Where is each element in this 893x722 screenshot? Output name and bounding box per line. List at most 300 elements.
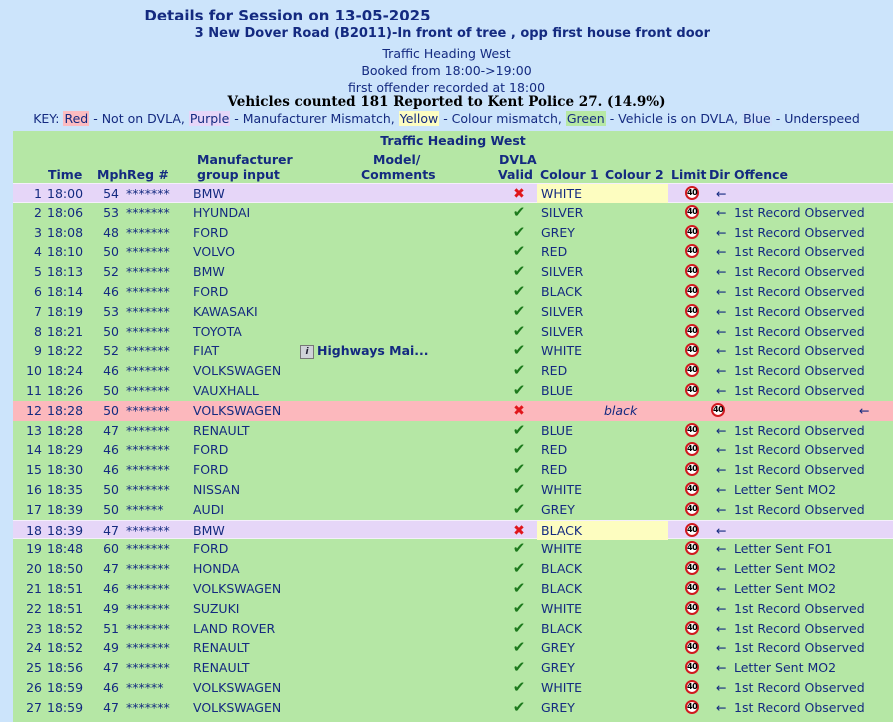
info-icon[interactable]: i <box>300 345 314 359</box>
row-colour1: WHITE <box>541 343 582 359</box>
speed-limit-40-icon <box>711 403 725 417</box>
row-reg[interactable]: ******* <box>126 600 170 616</box>
speed-limit-value: 40 <box>687 188 698 197</box>
check-icon: ✔ <box>512 341 526 360</box>
row-reg[interactable]: ******* <box>126 283 170 299</box>
row-number: 9 <box>34 343 42 359</box>
speed-limit-40-icon <box>685 186 699 200</box>
row-reg[interactable]: ******* <box>126 186 170 201</box>
arrow-left-icon: ← <box>716 323 727 339</box>
row-colour1: WHITE <box>537 184 668 203</box>
col-offence: Offence <box>734 167 789 182</box>
check-icon: ✔ <box>512 460 526 479</box>
row-colour1: BLACK <box>541 283 583 299</box>
row-mph: 46 <box>103 363 119 379</box>
arrow-left-icon: ← <box>716 522 727 538</box>
row-colour1: BLACK <box>541 620 583 636</box>
row-number: 21 <box>26 580 42 596</box>
row-number: 11 <box>26 382 42 398</box>
row-time: 18:56 <box>47 660 84 676</box>
row-offence: 1st Record Observed <box>734 442 865 458</box>
speed-limit-value: 40 <box>687 543 698 553</box>
col-dvla-2: Valid <box>498 167 533 182</box>
row-offence: Letter Sent MO2 <box>734 580 837 596</box>
col-mph: Mph <box>97 167 128 182</box>
speed-limit-40-icon <box>685 502 699 516</box>
row-offence: Letter Sent MO2 <box>734 660 837 676</box>
speed-limit-40-icon <box>685 601 699 615</box>
check-icon: ✔ <box>512 697 526 716</box>
row-mph: 50 <box>103 244 119 260</box>
row-number: 10 <box>26 363 42 379</box>
row-reg[interactable]: ******* <box>126 640 170 656</box>
speed-limit-40-icon <box>685 462 699 476</box>
row-manufacturer: VOLKSWAGEN <box>193 580 282 596</box>
arrow-left-icon: ← <box>716 481 727 497</box>
speed-limit-40-icon <box>685 660 699 674</box>
check-icon: ✔ <box>512 380 526 399</box>
row-reg[interactable]: ******* <box>126 522 170 538</box>
row-time: 18:10 <box>47 244 84 260</box>
table-row[interactable] <box>13 480 893 500</box>
speed-limit-value: 40 <box>713 404 724 414</box>
row-manufacturer: VAUXHALL <box>193 382 259 398</box>
location-title <box>0 26 893 44</box>
arrow-left-icon: ← <box>716 204 727 220</box>
col-dvla-1: DVLA <box>499 152 537 167</box>
row-mph: 46 <box>103 283 119 299</box>
table-row[interactable] <box>13 579 893 599</box>
arrow-left-icon: ← <box>716 501 727 517</box>
row-manufacturer: FIAT <box>193 343 220 359</box>
speed-limit-value: 40 <box>687 662 698 672</box>
row-reg[interactable]: ******* <box>126 699 170 715</box>
table-row[interactable] <box>13 421 893 441</box>
row-manufacturer: KAWASAKI <box>193 303 258 319</box>
table-row[interactable] <box>13 520 893 540</box>
speed-limit-40-icon <box>685 205 699 219</box>
row-mph: 54 <box>103 186 119 201</box>
row-offence: 1st Record Observed <box>734 382 865 398</box>
arrow-left-icon: ← <box>716 303 727 319</box>
row-time: 18:06 <box>47 204 84 220</box>
speed-limit-value: 40 <box>687 444 698 454</box>
row-offence: Letter Sent MO2 <box>734 481 837 497</box>
speed-limit-40-icon <box>685 363 699 377</box>
row-colour1: RED <box>541 363 568 379</box>
speed-limit-40-icon <box>685 680 699 694</box>
speed-limit-40-icon <box>685 304 699 318</box>
speed-limit-value: 40 <box>687 602 698 612</box>
arrow-left-icon: ← <box>859 402 870 418</box>
row-mph: 53 <box>103 303 119 319</box>
row-offence: 1st Record Observed <box>734 343 865 359</box>
row-reg[interactable]: ******* <box>126 303 170 319</box>
speed-limit-value: 40 <box>687 503 698 513</box>
row-manufacturer: BMW <box>193 186 225 201</box>
row-manufacturer: FORD <box>193 224 229 240</box>
table-row[interactable] <box>13 658 893 678</box>
row-mph: 46 <box>103 442 119 458</box>
row-colour1: GREY <box>541 699 575 715</box>
table-row[interactable] <box>13 440 893 460</box>
col-mfr-1: Manufacturer <box>197 152 293 167</box>
row-number: 18 <box>26 522 42 538</box>
row-offence: 1st Record Observed <box>734 620 865 636</box>
row-manufacturer: RENAULT <box>193 660 250 676</box>
row-colour1: BLUE <box>541 422 573 438</box>
row-colour1: GREY <box>541 660 575 676</box>
table-row[interactable] <box>13 401 893 421</box>
row-mph: 47 <box>103 522 119 538</box>
row-offence: 1st Record Observed <box>734 600 865 616</box>
speed-limit-40-icon <box>685 700 699 714</box>
row-offence: 1st Record Observed <box>734 699 865 715</box>
first-offender: first offender recorded at 18:00 <box>347 80 546 95</box>
table-row[interactable] <box>13 203 893 223</box>
row-time: 18:39 <box>47 501 84 517</box>
row-colour1: BLACK <box>541 561 583 577</box>
row-number: 2 <box>34 204 42 220</box>
arrow-left-icon: ← <box>716 600 727 616</box>
row-number: 15 <box>26 462 42 478</box>
row-number: 20 <box>26 561 42 577</box>
row-time: 18:28 <box>47 402 84 418</box>
table-row[interactable] <box>13 638 893 658</box>
col-limit: Limit <box>671 167 707 182</box>
row-time: 18:52 <box>47 620 84 636</box>
table-row[interactable] <box>13 242 893 262</box>
speed-limit-value: 40 <box>687 681 698 691</box>
row-colour1: SILVER <box>541 303 584 319</box>
row-number: 26 <box>26 679 42 695</box>
row-reg[interactable]: ******* <box>126 382 170 398</box>
table-row[interactable] <box>13 361 893 381</box>
row-colour1: GREY <box>541 640 575 656</box>
row-colour1: SILVER <box>541 264 584 280</box>
speed-limit-value: 40 <box>687 701 698 711</box>
check-icon: ✔ <box>512 677 526 696</box>
row-manufacturer: TOYOTA <box>193 323 242 339</box>
row-colour1: BLACK <box>541 580 583 596</box>
arrow-left-icon: ← <box>716 640 727 656</box>
key-red-desc: - Not on DVLA, <box>89 111 189 126</box>
row-mph: 50 <box>103 501 119 517</box>
arrow-left-icon: ← <box>716 442 727 458</box>
row-time: 18:50 <box>47 561 84 577</box>
row-manufacturer: VOLKSWAGEN <box>193 363 282 379</box>
cross-icon: ✖ <box>513 402 525 419</box>
row-manufacturer: RENAULT <box>193 640 250 656</box>
row-reg[interactable]: ******* <box>126 204 170 220</box>
row-mph: 47 <box>103 660 119 676</box>
row-number: 13 <box>26 422 42 438</box>
row-reg[interactable]: ******* <box>126 343 170 359</box>
table-row[interactable] <box>13 183 893 203</box>
table-row[interactable] <box>13 322 893 342</box>
row-number: 5 <box>34 264 42 280</box>
speed-limit-40-icon <box>685 225 699 239</box>
row-mph: 49 <box>103 640 119 656</box>
row-colour2: black <box>604 402 638 418</box>
row-manufacturer: LAND ROVER <box>193 620 276 636</box>
traffic-direction: Traffic Heading West <box>382 46 511 61</box>
row-offence: 1st Record Observed <box>734 264 865 280</box>
arrow-left-icon: ← <box>716 224 727 240</box>
col-colour1: Colour 1 <box>540 167 599 182</box>
key-yellow: Yellow <box>399 111 439 126</box>
speed-limit-value: 40 <box>687 325 698 335</box>
speed-limit-value: 40 <box>687 285 698 295</box>
row-reg[interactable]: ******* <box>126 541 170 557</box>
row-reg[interactable]: ******* <box>126 580 170 596</box>
row-mph: 46 <box>103 679 119 695</box>
speed-limit-40-icon <box>685 541 699 555</box>
row-colour1: RED <box>541 462 568 478</box>
page-title: Details for Session on 13-05-2025 <box>144 7 431 20</box>
row-number: 4 <box>34 244 42 260</box>
row-number: 27 <box>26 699 42 715</box>
speed-limit-40-icon <box>685 264 699 278</box>
row-time: 18:51 <box>47 600 84 616</box>
row-reg[interactable]: ****** <box>126 501 164 517</box>
arrow-left-icon: ← <box>716 343 727 359</box>
row-manufacturer: BMW <box>193 522 225 538</box>
row-time: 18:22 <box>47 343 84 359</box>
arrow-left-icon: ← <box>716 264 727 280</box>
row-mph: 48 <box>103 224 119 240</box>
row-time: 18:39 <box>47 522 84 538</box>
col-time: Time <box>48 167 83 182</box>
speed-limit-40-icon <box>685 621 699 635</box>
check-icon: ✔ <box>512 499 526 518</box>
row-mph: 50 <box>103 402 119 418</box>
row-offence: 1st Record Observed <box>734 224 865 240</box>
row-offence: 1st Record Observed <box>734 462 865 478</box>
arrow-left-icon: ← <box>716 580 727 596</box>
row-mph: 52 <box>103 343 119 359</box>
row-number: 3 <box>34 224 42 240</box>
table-heading: Traffic Heading West <box>380 133 526 148</box>
row-time: 18:21 <box>47 323 84 339</box>
row-mph: 47 <box>103 699 119 715</box>
row-time: 18:24 <box>47 363 84 379</box>
row-mph: 46 <box>103 462 119 478</box>
arrow-left-icon: ← <box>716 363 727 379</box>
row-number: 24 <box>26 640 42 656</box>
row-number: 17 <box>26 501 42 517</box>
row-manufacturer: VOLVO <box>193 244 235 260</box>
col-reg: Reg # <box>127 167 169 182</box>
row-number: 14 <box>26 442 42 458</box>
key-red: Red <box>64 111 89 126</box>
speed-limit-value: 40 <box>687 226 698 236</box>
row-number: 8 <box>34 323 42 339</box>
row-reg[interactable]: ******* <box>126 442 170 458</box>
row-colour1: SILVER <box>541 323 584 339</box>
row-number: 16 <box>26 481 42 497</box>
speed-limit-value: 40 <box>687 365 698 375</box>
row-colour1: WHITE <box>541 679 582 695</box>
row-manufacturer: AUDI <box>193 501 225 517</box>
row-offence: 1st Record Observed <box>734 422 865 438</box>
row-time: 18:59 <box>47 679 84 695</box>
arrow-left-icon: ← <box>716 660 727 676</box>
row-reg[interactable]: ******* <box>126 561 170 577</box>
arrow-left-icon: ← <box>716 422 727 438</box>
row-manufacturer: FORD <box>193 462 229 478</box>
check-icon: ✔ <box>512 242 526 261</box>
arrow-left-icon: ← <box>716 561 727 577</box>
booked-time: Booked from 18:00->19:00 <box>361 63 532 78</box>
speed-limit-value: 40 <box>687 305 698 315</box>
speed-limit-value: 40 <box>687 582 698 592</box>
arrow-left-icon: ← <box>716 244 727 260</box>
row-colour1: GREY <box>541 501 575 517</box>
row-reg[interactable]: ******* <box>126 462 170 478</box>
speed-limit-40-icon <box>685 581 699 595</box>
check-icon: ✔ <box>512 658 526 677</box>
row-number: 25 <box>26 660 42 676</box>
arrow-left-icon: ← <box>716 699 727 715</box>
row-reg[interactable]: ******* <box>126 481 170 497</box>
row-number: 12 <box>26 402 42 418</box>
speed-limit-40-icon <box>685 482 699 496</box>
speed-limit-value: 40 <box>687 524 698 534</box>
col-dir: Dir <box>709 167 730 182</box>
row-manufacturer: FORD <box>193 283 229 299</box>
key-purple-desc: - Manufacturer Mismatch, <box>230 111 399 126</box>
row-colour1: RED <box>541 442 568 458</box>
table-row[interactable] <box>13 460 893 480</box>
row-offence: 1st Record Observed <box>734 283 865 299</box>
speed-limit-40-icon <box>685 284 699 298</box>
key-blue-desc: - Underspeed <box>771 111 860 126</box>
row-mph: 46 <box>103 580 119 596</box>
arrow-left-icon: ← <box>716 186 727 201</box>
row-reg[interactable]: ******* <box>126 402 170 418</box>
row-reg[interactable]: ******* <box>126 244 170 260</box>
speed-limit-40-icon <box>685 523 699 537</box>
row-manufacturer: FORD <box>193 442 229 458</box>
comment-text: Highways Mai... <box>317 343 429 359</box>
row-offence: 1st Record Observed <box>734 679 865 695</box>
check-icon: ✔ <box>512 202 526 221</box>
table-row[interactable] <box>13 223 893 243</box>
row-mph: 50 <box>103 481 119 497</box>
speed-limit-40-icon <box>685 442 699 456</box>
check-icon: ✔ <box>512 559 526 578</box>
row-reg[interactable]: ******* <box>126 323 170 339</box>
check-icon: ✔ <box>512 281 526 300</box>
row-colour1: BLUE <box>541 382 573 398</box>
row-mph: 50 <box>103 323 119 339</box>
key-blue: Blue <box>743 111 771 126</box>
row-colour1: SILVER <box>541 204 584 220</box>
speed-limit-40-icon <box>685 244 699 258</box>
row-mph: 51 <box>103 620 119 636</box>
row-time: 18:13 <box>47 264 84 280</box>
speed-limit-40-icon <box>685 383 699 397</box>
row-comment[interactable] <box>300 341 429 360</box>
row-manufacturer: FORD <box>193 541 229 557</box>
speed-limit-value: 40 <box>687 464 698 474</box>
row-reg[interactable]: ****** <box>126 679 164 695</box>
table-row[interactable] <box>13 500 893 520</box>
table-row[interactable] <box>13 262 893 282</box>
speed-limit-value: 40 <box>687 622 698 632</box>
row-colour1: WHITE <box>541 541 582 557</box>
speed-limit-value: 40 <box>687 483 698 493</box>
colour-key <box>0 111 893 126</box>
check-icon: ✔ <box>512 361 526 380</box>
speed-limit-40-icon <box>685 640 699 654</box>
cross-icon: ✖ <box>513 186 525 202</box>
speed-limit-40-icon <box>685 423 699 437</box>
row-time: 18:26 <box>47 382 84 398</box>
row-time: 18:59 <box>47 699 84 715</box>
table-row[interactable] <box>13 559 893 579</box>
table-row[interactable] <box>13 381 893 401</box>
row-manufacturer: HONDA <box>193 561 240 577</box>
table-row[interactable] <box>13 341 893 361</box>
row-reg[interactable]: ******* <box>126 620 170 636</box>
table-body <box>13 183 893 718</box>
key-purple: Purple <box>189 111 230 126</box>
row-reg[interactable]: ******* <box>126 660 170 676</box>
row-colour1: GREY <box>541 224 575 240</box>
col-mfr-2: group input <box>197 167 280 182</box>
arrow-left-icon: ← <box>716 283 727 299</box>
row-reg[interactable]: ******* <box>126 363 170 379</box>
arrow-left-icon: ← <box>716 462 727 478</box>
row-offence: 1st Record Observed <box>734 363 865 379</box>
row-number: 6 <box>34 283 42 299</box>
row-offence: 1st Record Observed <box>734 640 865 656</box>
vehicle-counts: Vehicles counted 181 Reported to Kent Police 27. (14.9%) <box>227 94 666 110</box>
row-number: 7 <box>34 303 42 319</box>
row-reg[interactable]: ******* <box>126 224 170 240</box>
table-row[interactable] <box>13 302 893 322</box>
key-prefix: KEY: <box>33 111 60 126</box>
check-icon: ✔ <box>512 598 526 617</box>
key-green-desc: - Vehicle is on DVLA, <box>605 111 743 126</box>
row-colour1: WHITE <box>541 481 582 497</box>
speed-limit-40-icon <box>685 561 699 575</box>
table-row[interactable] <box>13 619 893 639</box>
check-icon: ✔ <box>512 440 526 459</box>
table-row[interactable] <box>13 698 893 718</box>
table-row[interactable] <box>13 539 893 559</box>
row-reg[interactable]: ******* <box>126 264 170 280</box>
row-time: 18:30 <box>47 462 84 478</box>
row-manufacturer: VOLKSWAGEN <box>193 699 282 715</box>
col-model-2: Comments <box>361 167 436 182</box>
speed-limit-40-icon <box>685 324 699 338</box>
table-row[interactable] <box>13 599 893 619</box>
arrow-left-icon: ← <box>716 620 727 636</box>
speed-limit-value: 40 <box>687 266 698 276</box>
row-reg[interactable]: ******* <box>126 422 170 438</box>
cross-icon: ✖ <box>513 522 525 539</box>
row-time: 18:08 <box>47 224 84 240</box>
row-mph: 47 <box>103 422 119 438</box>
row-manufacturer: BMW <box>193 264 225 280</box>
row-number: 22 <box>26 600 42 616</box>
table-row[interactable] <box>13 282 893 302</box>
col-model-1: Model/ <box>373 152 421 167</box>
table-row[interactable] <box>13 678 893 698</box>
